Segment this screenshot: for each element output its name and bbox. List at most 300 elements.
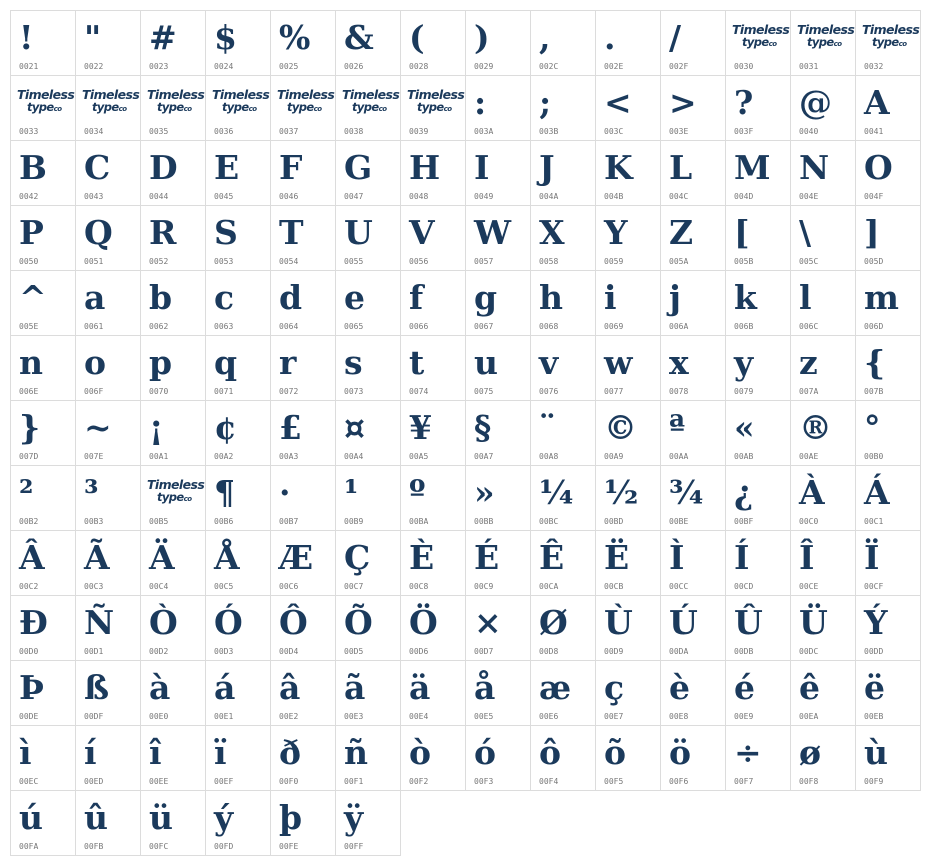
glyph-cell — [595, 75, 661, 141]
glyph-cell — [790, 530, 856, 596]
glyph-code: 004E — [799, 192, 819, 201]
glyph-cell — [140, 660, 206, 726]
glyph-cell — [75, 530, 141, 596]
glyph-char: Ø — [539, 603, 568, 642]
glyph-cell — [790, 465, 856, 531]
glyph-code: 00E4 — [409, 712, 429, 721]
glyph-code: 0075 — [474, 387, 494, 396]
glyph-code: 00EC — [19, 777, 39, 786]
glyph-cell — [530, 335, 596, 401]
glyph-code: 004C — [669, 192, 689, 201]
glyph-code: 00C4 — [149, 582, 169, 591]
glyph-code: 00DF — [84, 712, 104, 721]
glyph-code: 0064 — [279, 322, 299, 331]
glyph-code: 00CD — [734, 582, 754, 591]
glyph-code: 00FF — [344, 842, 364, 851]
glyph-cell — [530, 595, 596, 661]
glyph-code: 00CB — [604, 582, 624, 591]
glyph-code: 00B9 — [344, 517, 364, 526]
glyph-cell — [75, 790, 141, 856]
glyph-cell — [530, 530, 596, 596]
glyph-cell — [855, 660, 921, 726]
glyph-char: k — [734, 278, 757, 317]
glyph-cell — [530, 400, 596, 466]
glyph-char: c — [214, 278, 235, 317]
glyph-cell — [75, 660, 141, 726]
glyph-code: 00C9 — [474, 582, 494, 591]
glyph-code: 00A1 — [149, 452, 169, 461]
glyph-char: î — [149, 733, 162, 772]
glyph-cell — [205, 660, 271, 726]
glyph-code: 00E7 — [604, 712, 624, 721]
glyph-code: 00FB — [84, 842, 104, 851]
glyph-cell — [140, 75, 206, 141]
glyph-char: z — [799, 343, 818, 382]
glyph-cell — [725, 465, 791, 531]
glyph-cell — [10, 140, 76, 206]
glyph-char: Ñ — [84, 603, 115, 642]
glyph-code: 00F2 — [409, 777, 429, 786]
glyph-cell — [270, 270, 336, 336]
glyph-code: 007D — [19, 452, 39, 461]
glyph-cell — [855, 725, 921, 791]
glyph-char: õ — [604, 733, 627, 772]
glyph-cell — [465, 335, 531, 401]
glyph-char: X — [539, 213, 565, 252]
glyph-char: ì — [19, 733, 32, 772]
glyph-cell — [790, 335, 856, 401]
glyph-cell — [725, 205, 791, 271]
glyph-char: } — [19, 408, 41, 447]
glyph-code: 0048 — [409, 192, 429, 201]
glyph-code: 0067 — [474, 322, 494, 331]
glyph-cell — [270, 335, 336, 401]
glyph-code: 00CA — [539, 582, 559, 591]
glyph-cell — [530, 75, 596, 141]
glyph-char: ¶ — [214, 473, 235, 512]
glyph-char: Y — [604, 213, 628, 252]
glyph-cell — [270, 75, 336, 141]
glyph-char: · — [279, 473, 291, 512]
glyph-char: S — [214, 213, 238, 252]
glyph-cell — [335, 205, 401, 271]
glyph-char: Û — [734, 603, 763, 642]
glyph-char: ÿ — [344, 798, 364, 837]
glyph-code: 0022 — [84, 62, 104, 71]
glyph-cell — [660, 400, 726, 466]
glyph-cell — [10, 790, 76, 856]
glyph-code: 00E1 — [214, 712, 234, 721]
glyph-cell — [400, 465, 466, 531]
glyph-cell — [10, 465, 76, 531]
glyph-char: Þ — [19, 668, 44, 707]
glyph-cell — [530, 465, 596, 531]
glyph-code: 00F6 — [669, 777, 689, 786]
glyph-char: G — [344, 148, 373, 187]
glyph-char: H — [409, 148, 441, 187]
glyph-cell — [270, 595, 336, 661]
glyph-char: á — [214, 668, 236, 707]
glyph-char: I — [474, 148, 490, 187]
glyph-char: ç — [604, 668, 625, 707]
glyph-char: Ð — [19, 603, 48, 642]
glyph-cell — [335, 725, 401, 791]
glyph-char: ! — [19, 18, 34, 57]
glyph-code: 0071 — [214, 387, 234, 396]
glyph-char: \ — [799, 213, 812, 252]
glyph-code: 002C — [539, 62, 559, 71]
glyph-code: 00BE — [669, 517, 689, 526]
glyph-char: Ë — [604, 538, 630, 577]
glyph-cell — [205, 790, 271, 856]
glyph-char: ñ — [344, 733, 368, 772]
glyph-char: Ä — [149, 538, 175, 577]
glyph-char: ¥ — [409, 408, 432, 447]
glyph-cell — [595, 595, 661, 661]
glyph-cell — [335, 595, 401, 661]
glyph-char: r — [279, 343, 297, 382]
glyph-char: ¢ — [214, 408, 237, 447]
glyph-cell — [465, 400, 531, 466]
glyph-cell — [75, 465, 141, 531]
glyph-code: 00E6 — [539, 712, 559, 721]
glyph-cell — [270, 465, 336, 531]
glyph-char: b — [149, 278, 173, 317]
glyph-cell — [205, 335, 271, 401]
glyph-cell — [205, 530, 271, 596]
glyph-code: 00D7 — [474, 647, 494, 656]
glyph-char: Z — [669, 213, 694, 252]
glyph-char: ) — [474, 18, 490, 57]
glyph-cell — [660, 725, 726, 791]
glyph-code: 0021 — [19, 62, 39, 71]
glyph-cell — [660, 465, 726, 531]
glyph-code: 0051 — [84, 257, 104, 266]
glyph-code: 00B5 — [149, 517, 169, 526]
glyph-cell — [725, 335, 791, 401]
glyph-code: 0029 — [474, 62, 494, 71]
glyph-code: 0042 — [19, 192, 39, 201]
glyph-cell — [660, 140, 726, 206]
glyph-cell — [465, 660, 531, 726]
glyph-cell — [75, 335, 141, 401]
glyph-cell — [75, 270, 141, 336]
glyph-code: 0025 — [279, 62, 299, 71]
glyph-char: v — [539, 343, 559, 382]
glyph-cell — [270, 660, 336, 726]
glyph-cell — [10, 205, 76, 271]
glyph-code: 004D — [734, 192, 754, 201]
glyph-code: 0059 — [604, 257, 624, 266]
glyph-char: × — [474, 603, 502, 642]
glyph-char: ô — [539, 733, 562, 772]
glyph-code: 005C — [799, 257, 819, 266]
glyph-code: 00C5 — [214, 582, 234, 591]
glyph-code: 0043 — [84, 192, 104, 201]
glyph-char: ¤ — [344, 408, 365, 447]
glyph-char: u — [474, 343, 498, 382]
glyph-cell — [790, 10, 856, 76]
glyph-code: 00CF — [864, 582, 884, 591]
glyph-cell — [205, 140, 271, 206]
glyph-char: o — [84, 343, 107, 382]
glyph-code: 005A — [669, 257, 689, 266]
glyph-cell — [660, 595, 726, 661]
glyph-code: 00FA — [19, 842, 39, 851]
glyph-code: 00F1 — [344, 777, 364, 786]
glyph-code: 006A — [669, 322, 689, 331]
glyph-char: P — [19, 213, 44, 252]
glyph-cell — [10, 335, 76, 401]
glyph-code: 004F — [864, 192, 884, 201]
glyph-code: 00E3 — [344, 712, 364, 721]
glyph-char: Ã — [84, 538, 110, 577]
glyph-cell — [10, 530, 76, 596]
glyph-char: ¨ — [539, 408, 556, 447]
glyph-cell — [790, 595, 856, 661]
glyph-cell — [855, 270, 921, 336]
glyph-cell — [400, 660, 466, 726]
glyph-char: ^ — [19, 278, 47, 317]
placeholder-logo: Timeless typeco — [342, 87, 400, 114]
glyph-char: D — [149, 148, 178, 187]
glyph-char: ÷ — [734, 733, 762, 772]
glyph-char: ü — [149, 798, 173, 837]
glyph-cell — [270, 725, 336, 791]
glyph-code: 00B2 — [19, 517, 39, 526]
glyph-code: 00F8 — [799, 777, 819, 786]
glyph-char: é — [734, 668, 755, 707]
glyph-char: W — [474, 213, 512, 252]
glyph-char: ; — [539, 83, 552, 122]
glyph-code: 006E — [19, 387, 39, 396]
glyph-cell — [10, 660, 76, 726]
glyph-cell — [400, 725, 466, 791]
glyph-code: 00D5 — [344, 647, 364, 656]
glyph-char: ó — [474, 733, 497, 772]
glyph-char: N — [799, 148, 830, 187]
glyph-cell — [140, 140, 206, 206]
glyph-char: A — [864, 83, 890, 122]
glyph-cell — [10, 270, 76, 336]
glyph-char: / — [669, 18, 682, 57]
glyph-char: Á — [864, 473, 890, 512]
glyph-cell — [205, 75, 271, 141]
glyph-char: Q — [84, 213, 113, 252]
glyph-cell — [270, 205, 336, 271]
glyph-cell — [205, 595, 271, 661]
glyph-char: â — [279, 668, 301, 707]
glyph-char: è — [669, 668, 690, 707]
glyph-cell — [790, 660, 856, 726]
glyph-code: 00C3 — [84, 582, 104, 591]
glyph-code: 00D6 — [409, 647, 429, 656]
glyph-char: g — [474, 278, 498, 317]
glyph-cell — [725, 140, 791, 206]
glyph-code: 0031 — [799, 62, 819, 71]
glyph-char: q — [214, 343, 238, 382]
glyph-code: 00B0 — [864, 452, 884, 461]
glyph-char: ä — [409, 668, 431, 707]
glyph-code: 00BC — [539, 517, 559, 526]
glyph-code: 0034 — [84, 127, 104, 136]
glyph-cell — [725, 400, 791, 466]
glyph-cell — [400, 400, 466, 466]
glyph-cell — [270, 790, 336, 856]
glyph-char: Õ — [344, 603, 373, 642]
glyph-char: e — [344, 278, 365, 317]
glyph-cell — [205, 465, 271, 531]
glyph-code: 007E — [84, 452, 104, 461]
glyph-code: 00BA — [409, 517, 429, 526]
glyph-char: ( — [409, 18, 425, 57]
glyph-code: 006B — [734, 322, 754, 331]
glyph-char: ® — [799, 408, 832, 447]
glyph-cell — [400, 335, 466, 401]
glyph-cell — [790, 400, 856, 466]
glyph-char: ° — [864, 408, 881, 447]
glyph-code: 0061 — [84, 322, 104, 331]
glyph-char: ß — [84, 668, 110, 707]
glyph-char: ë — [864, 668, 885, 707]
glyph-char: ¡ — [149, 408, 164, 447]
glyph-cell — [205, 400, 271, 466]
glyph-char: Í — [734, 538, 750, 577]
glyph-code: 00DD — [864, 647, 884, 656]
glyph-cell — [335, 790, 401, 856]
glyph-char: È — [409, 538, 435, 577]
glyph-code: 0038 — [344, 127, 364, 136]
glyph-char: E — [214, 148, 240, 187]
glyph-cell — [855, 530, 921, 596]
glyph-code: 00A7 — [474, 452, 494, 461]
glyph-code: 00C2 — [19, 582, 39, 591]
glyph-code: 0032 — [864, 62, 884, 71]
glyph-code: 0024 — [214, 62, 234, 71]
glyph-char: F — [279, 148, 303, 187]
glyph-code: 0072 — [279, 387, 299, 396]
glyph-code: 0039 — [409, 127, 429, 136]
glyph-char: ê — [799, 668, 820, 707]
glyph-cell — [465, 725, 531, 791]
glyph-char: m — [864, 278, 899, 317]
glyph-char: [ — [734, 213, 750, 252]
glyph-code: 006D — [864, 322, 884, 331]
glyph-code: 00EA — [799, 712, 819, 721]
glyph-code: 00D9 — [604, 647, 624, 656]
glyph-char: : — [474, 83, 487, 122]
glyph-code: 00E5 — [474, 712, 494, 721]
glyph-cell — [790, 75, 856, 141]
glyph-cell — [790, 205, 856, 271]
glyph-cell — [465, 270, 531, 336]
glyph-code: 0055 — [344, 257, 364, 266]
placeholder-logo: Timeless typeco — [147, 477, 205, 504]
glyph-cell — [530, 270, 596, 336]
glyph-cell — [270, 140, 336, 206]
glyph-cell — [530, 660, 596, 726]
glyph-char: Ç — [344, 538, 371, 577]
glyph-code: 002E — [604, 62, 624, 71]
glyph-cell — [400, 270, 466, 336]
glyph-cell — [10, 10, 76, 76]
glyph-char: y — [734, 343, 754, 382]
glyph-char: ¿ — [734, 473, 754, 512]
glyph-code: 0077 — [604, 387, 624, 396]
glyph-cell — [75, 205, 141, 271]
glyph-code: 00FD — [214, 842, 234, 851]
glyph-code: 00DA — [669, 647, 689, 656]
placeholder-logo: Timeless typeco — [82, 87, 140, 114]
glyph-cell — [530, 725, 596, 791]
glyph-char: M — [734, 148, 771, 187]
glyph-char: º — [409, 473, 426, 512]
glyph-code: 00D3 — [214, 647, 234, 656]
glyph-cell — [660, 205, 726, 271]
glyph-cell — [335, 660, 401, 726]
glyph-code: 0023 — [149, 62, 169, 71]
glyph-code: 00A5 — [409, 452, 429, 461]
glyph-code: 00A9 — [604, 452, 624, 461]
placeholder-logo: Timeless typeco — [732, 22, 790, 49]
glyph-cell — [660, 530, 726, 596]
glyph-cell — [660, 10, 726, 76]
glyph-code: 00B3 — [84, 517, 104, 526]
glyph-code: 0026 — [344, 62, 364, 71]
glyph-char: í — [84, 733, 97, 772]
glyph-cell — [465, 75, 531, 141]
glyph-cell — [725, 725, 791, 791]
glyph-code: 003E — [669, 127, 689, 136]
glyph-cell — [335, 465, 401, 531]
glyph-cell — [790, 270, 856, 336]
glyph-code: 00F5 — [604, 777, 624, 786]
glyph-code: 00E8 — [669, 712, 689, 721]
glyph-code: 00EB — [864, 712, 884, 721]
glyph-cell — [335, 530, 401, 596]
glyph-code: 0065 — [344, 322, 364, 331]
glyph-cell — [465, 595, 531, 661]
glyph-char: ã — [344, 668, 366, 707]
glyph-cell — [855, 10, 921, 76]
glyph-char: , — [539, 18, 551, 57]
glyph-char: x — [669, 343, 689, 382]
glyph-code: 004A — [539, 192, 559, 201]
glyph-cell — [335, 75, 401, 141]
glyph-code: 007A — [799, 387, 819, 396]
glyph-cell — [725, 595, 791, 661]
glyph-char: ] — [864, 213, 880, 252]
glyph-code: 005B — [734, 257, 754, 266]
glyph-code: 0068 — [539, 322, 559, 331]
glyph-cell — [335, 335, 401, 401]
glyph-char: Î — [799, 538, 815, 577]
glyph-code: 0076 — [539, 387, 559, 396]
glyph-cell — [270, 530, 336, 596]
glyph-code: 00FE — [279, 842, 299, 851]
glyph-code: 00D8 — [539, 647, 559, 656]
glyph-cell — [10, 725, 76, 791]
glyph-cell — [75, 140, 141, 206]
glyph-char: Ý — [864, 603, 888, 642]
glyph-code: 0050 — [19, 257, 39, 266]
glyph-char: û — [84, 798, 108, 837]
glyph-cell — [855, 400, 921, 466]
glyph-char: Å — [214, 538, 240, 577]
glyph-cell — [10, 400, 76, 466]
glyph-cell — [75, 10, 141, 76]
glyph-char: å — [474, 668, 496, 707]
